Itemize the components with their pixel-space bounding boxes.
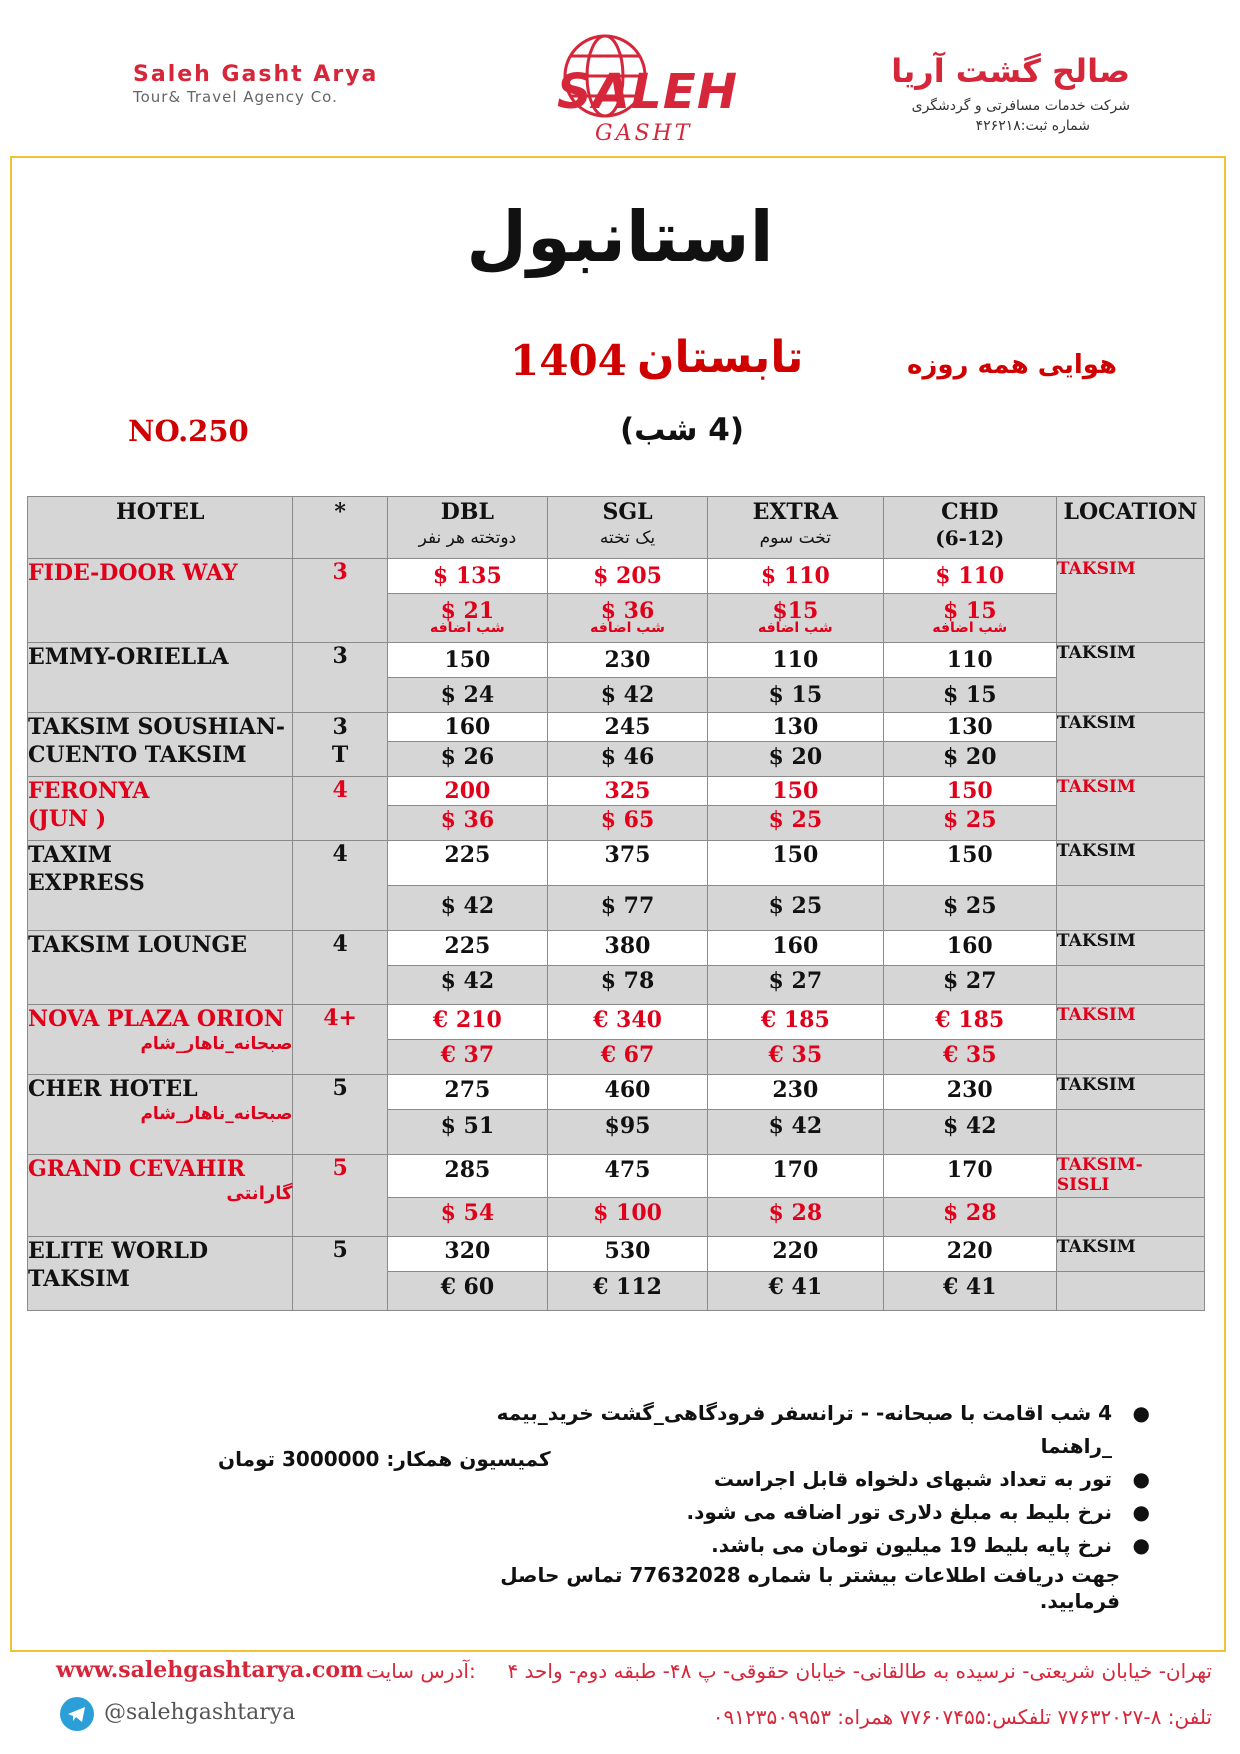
price-chd: $ 110 [883,559,1056,594]
hotel-stars: 4 [293,931,387,1005]
price-sgl: 245 [547,713,707,742]
company-logo [535,28,755,148]
location-blank [1056,1198,1204,1237]
page-title: استانبول [466,196,774,278]
hotel-stars: 5 [293,1237,387,1311]
price-sgl: 230 [547,643,707,678]
price-dbl: 150 [387,643,547,678]
location-blank [1056,1272,1204,1311]
hotel-name: CHER HOTEL صبحانه_ناهار_شام [28,1075,293,1155]
season-name: تابستان [637,332,804,383]
brand-name-fa: صالح گشت آریا [891,52,1130,90]
extra-night-chd: $ 20 [883,742,1056,777]
col-header-location: LOCATION [1056,497,1204,559]
hotel-stars: 4 [293,841,387,931]
price-dbl: 225 [387,931,547,966]
price-chd: 150 [883,841,1056,886]
contact-phones: تلفن: ۸-۷۷۶۳۲۰۲۷ تلفکس:۷۷۶۰۷۴۵۵ همراه: ۰۹۱۲۳۵۰۹۹۵۳ [712,1705,1212,1729]
extra-night-chd: $ 42 [883,1110,1056,1155]
col-header-hotel: HOTEL [28,497,293,559]
hotel-name: NOVA PLAZA ORION صبحانه_ناهار_شام [28,1005,293,1075]
logo-main-text: SALEH [557,64,737,120]
price-dbl: € 210 [387,1005,547,1040]
price-chd: 110 [883,643,1056,678]
location-blank [1056,966,1204,1005]
price-extra: 230 [708,1075,884,1110]
website-link[interactable]: www.salehgashtarya.com [56,1657,364,1683]
hotel-location: TAKSIM- SISLI [1056,1155,1204,1198]
telegram-icon[interactable] [60,1697,94,1731]
hotel-location: TAKSIM [1056,559,1204,643]
extra-night-extra: $ 25 [708,886,884,931]
season-year: 1404 [510,336,627,385]
extra-night-chd: $ 28 [883,1198,1056,1237]
hotel-stars: 3 [293,559,387,643]
table-row [28,777,1205,806]
bullet-icon: ● [1132,1500,1150,1524]
price-chd: 160 [883,931,1056,966]
extra-night-chd: € 41 [883,1272,1056,1311]
registration-number: شماره ثبت:۴۲۶۲۱۸ [975,118,1090,134]
price-sgl: 475 [547,1155,707,1198]
extra-night-extra: $ 20 [708,742,884,777]
hotel-location: TAKSIM [1056,1005,1204,1040]
note-item: ● نرخ بلیط به مبلغ دلاری تور اضافه می شود. [460,1496,1150,1529]
bullet-icon: ● [1132,1467,1150,1491]
hotel-name: TAKSIM SOUSHIAN- CUENTO TAKSIM [28,713,293,777]
hotel-stars: 3 [293,643,387,713]
table-row [28,1155,1205,1198]
extra-night-sgl: $ 100 [547,1198,707,1237]
paper-plane-icon [60,1697,94,1731]
hotel-name: ELITE WORLD TAKSIM [28,1237,293,1311]
tour-notes [460,1397,1150,1614]
price-extra: 170 [708,1155,884,1198]
hotel-name: GRAND CEVAHIR گارانتی [28,1155,293,1237]
price-chd: 170 [883,1155,1056,1198]
price-sgl: 460 [547,1075,707,1110]
price-sgl: $ 205 [547,559,707,594]
extra-night-extra: € 41 [708,1272,884,1311]
note-item: ● 4 شب اقامت با صبحانه- - ترانسفر فرودگاهی_گشت خرید_بیمه _راهنما [460,1397,1150,1463]
hotel-location: TAKSIM [1056,931,1204,966]
bullet-icon: ● [1132,1401,1150,1425]
extra-night-extra: $ 25 [708,806,884,841]
hotel-name: FERONYA (JUN ) [28,777,293,841]
location-blank [1056,886,1204,931]
meal-plan: صبحانه_ناهار_شام [140,1104,293,1124]
meal-plan: صبحانه_ناهار_شام [140,1034,293,1054]
table-row [28,559,1205,594]
price-dbl: 200 [387,777,547,806]
price-extra: € 185 [708,1005,884,1040]
table-header-row [28,497,1205,559]
table-row [28,713,1205,742]
price-extra: 150 [708,841,884,886]
bullet-icon: ● [1132,1533,1150,1557]
extra-night-chd: $ 15 شب اضافه [883,594,1056,643]
extra-night-sgl: $95 [547,1110,707,1155]
extra-night-extra: $ 27 [708,966,884,1005]
logo-sub-text: GASHT [595,121,693,146]
table-row [28,643,1205,678]
extra-night-dbl: $ 54 [387,1198,547,1237]
extra-night-dbl: $ 26 [387,742,547,777]
extra-night-sgl: $ 65 [547,806,707,841]
table-row [28,1005,1205,1040]
hotel-stars: 3 T [293,713,387,777]
extra-night-dbl: € 60 [387,1272,547,1311]
brand-tagline-en: Tour& Travel Agency Co. [133,88,338,106]
price-extra: 160 [708,931,884,966]
extra-night-chd: $ 15 [883,678,1056,713]
tour-duration: (4 شب) [620,412,745,448]
flight-info: هوایی همه روزه [907,350,1118,380]
extra-night-dbl: $ 36 [387,806,547,841]
price-dbl: 320 [387,1237,547,1272]
price-extra: 150 [708,777,884,806]
col-header-dbl: DBL دوتخته هر نفر [387,497,547,559]
location-blank [1056,1040,1204,1075]
price-dbl: 225 [387,841,547,886]
extra-night-dbl: $ 21 شب اضافه [387,594,547,643]
guarantee-label: گارانتی [226,1183,293,1204]
price-chd: 220 [883,1237,1056,1272]
brand-name-en: Saleh Gasht Arya [133,62,379,87]
col-header-extra: EXTRA تخت سوم [708,497,884,559]
extra-night-extra: $ 28 [708,1198,884,1237]
hotel-name: FIDE-DOOR WAY [28,559,293,643]
extra-night-dbl: $ 42 [387,966,547,1005]
price-dbl: $ 135 [387,559,547,594]
hotel-name: TAKSIM LOUNGE [28,931,293,1005]
hotel-location: TAKSIM [1056,643,1204,713]
extra-night-sgl: € 67 [547,1040,707,1075]
extra-night-sgl: $ 77 [547,886,707,931]
col-header-star: * [293,497,387,559]
tour-code: NO.250 [128,414,249,448]
office-address: تهران- خیابان شریعتی- نرسیده به طالقانی- خیابان حقوقی- پ ۴۸- طبقه دوم- واحد ۴ [507,1659,1212,1683]
hotel-stars: 4+ [293,1005,387,1075]
table-row [28,841,1205,886]
col-header-sgl: SGL یک تخته [547,497,707,559]
extra-night-extra: € 35 [708,1040,884,1075]
note-item: ● نرخ پایه بلیط 19 میلیون تومان می باشد. [460,1529,1150,1562]
table-row [28,1237,1205,1272]
website-label: :آدرس سایت [366,1659,476,1683]
price-extra: 220 [708,1237,884,1272]
price-dbl: 160 [387,713,547,742]
extra-night-dbl: $ 51 [387,1110,547,1155]
location-blank [1056,1110,1204,1155]
hotel-name: TAXIM EXPRESS [28,841,293,931]
table-row [28,931,1205,966]
extra-night-chd: $ 25 [883,806,1056,841]
telegram-handle[interactable]: @salehgashtarya [104,1700,296,1725]
extra-night-chd: $ 25 [883,886,1056,931]
col-header-chd: CHD (6-12) [883,497,1056,559]
extra-night-sgl: € 112 [547,1272,707,1311]
hotel-location: TAKSIM [1056,713,1204,777]
hotel-location: TAKSIM [1056,1075,1204,1110]
hotel-location: TAKSIM [1056,1237,1204,1272]
extra-night-chd: $ 27 [883,966,1056,1005]
extra-night-dbl: $ 24 [387,678,547,713]
hotel-stars: 4 [293,777,387,841]
extra-night-sgl: $ 42 [547,678,707,713]
hotel-stars: 5 [293,1075,387,1155]
price-sgl: 380 [547,931,707,966]
extra-night-dbl: € 37 [387,1040,547,1075]
price-chd: 150 [883,777,1056,806]
extra-night-sgl: $ 36 شب اضافه [547,594,707,643]
extra-night-extra: $ 42 [708,1110,884,1155]
extra-night-extra: $ 15 [708,678,884,713]
extra-night-dbl: $ 42 [387,886,547,931]
extra-night-sgl: $ 78 [547,966,707,1005]
extra-night-chd: € 35 [883,1040,1056,1075]
price-sgl: 375 [547,841,707,886]
hotel-location: TAKSIM [1056,777,1204,841]
price-sgl: 530 [547,1237,707,1272]
hotel-location: TAKSIM [1056,841,1204,886]
table-row [28,1075,1205,1110]
hotel-stars: 5 [293,1155,387,1237]
extra-night-extra: $15 شب اضافه [708,594,884,643]
price-chd: 230 [883,1075,1056,1110]
note-contact: جهت دریافت اطلاعات بیشتر با شماره 77632028 تماس حاصل فرمایید. [500,1563,1120,1613]
hotel-name: EMMY-ORIELLA [28,643,293,713]
price-dbl: 275 [387,1075,547,1110]
price-extra: 110 [708,643,884,678]
note-item: ● تور به تعداد شبهای دلخواه قابل اجراست [460,1463,1150,1496]
partner-commission: کمیسیون همکار: 3000000 تومان [218,1447,551,1471]
price-sgl: € 340 [547,1005,707,1040]
extra-night-sgl: $ 46 [547,742,707,777]
price-chd: 130 [883,713,1056,742]
price-extra: $ 110 [708,559,884,594]
hotel-rates-table [27,496,1205,1311]
price-chd: € 185 [883,1005,1056,1040]
price-sgl: 325 [547,777,707,806]
price-dbl: 285 [387,1155,547,1198]
price-extra: 130 [708,713,884,742]
brand-tagline-fa: شرکت خدمات مسافرتی و گردشگری [911,98,1130,114]
